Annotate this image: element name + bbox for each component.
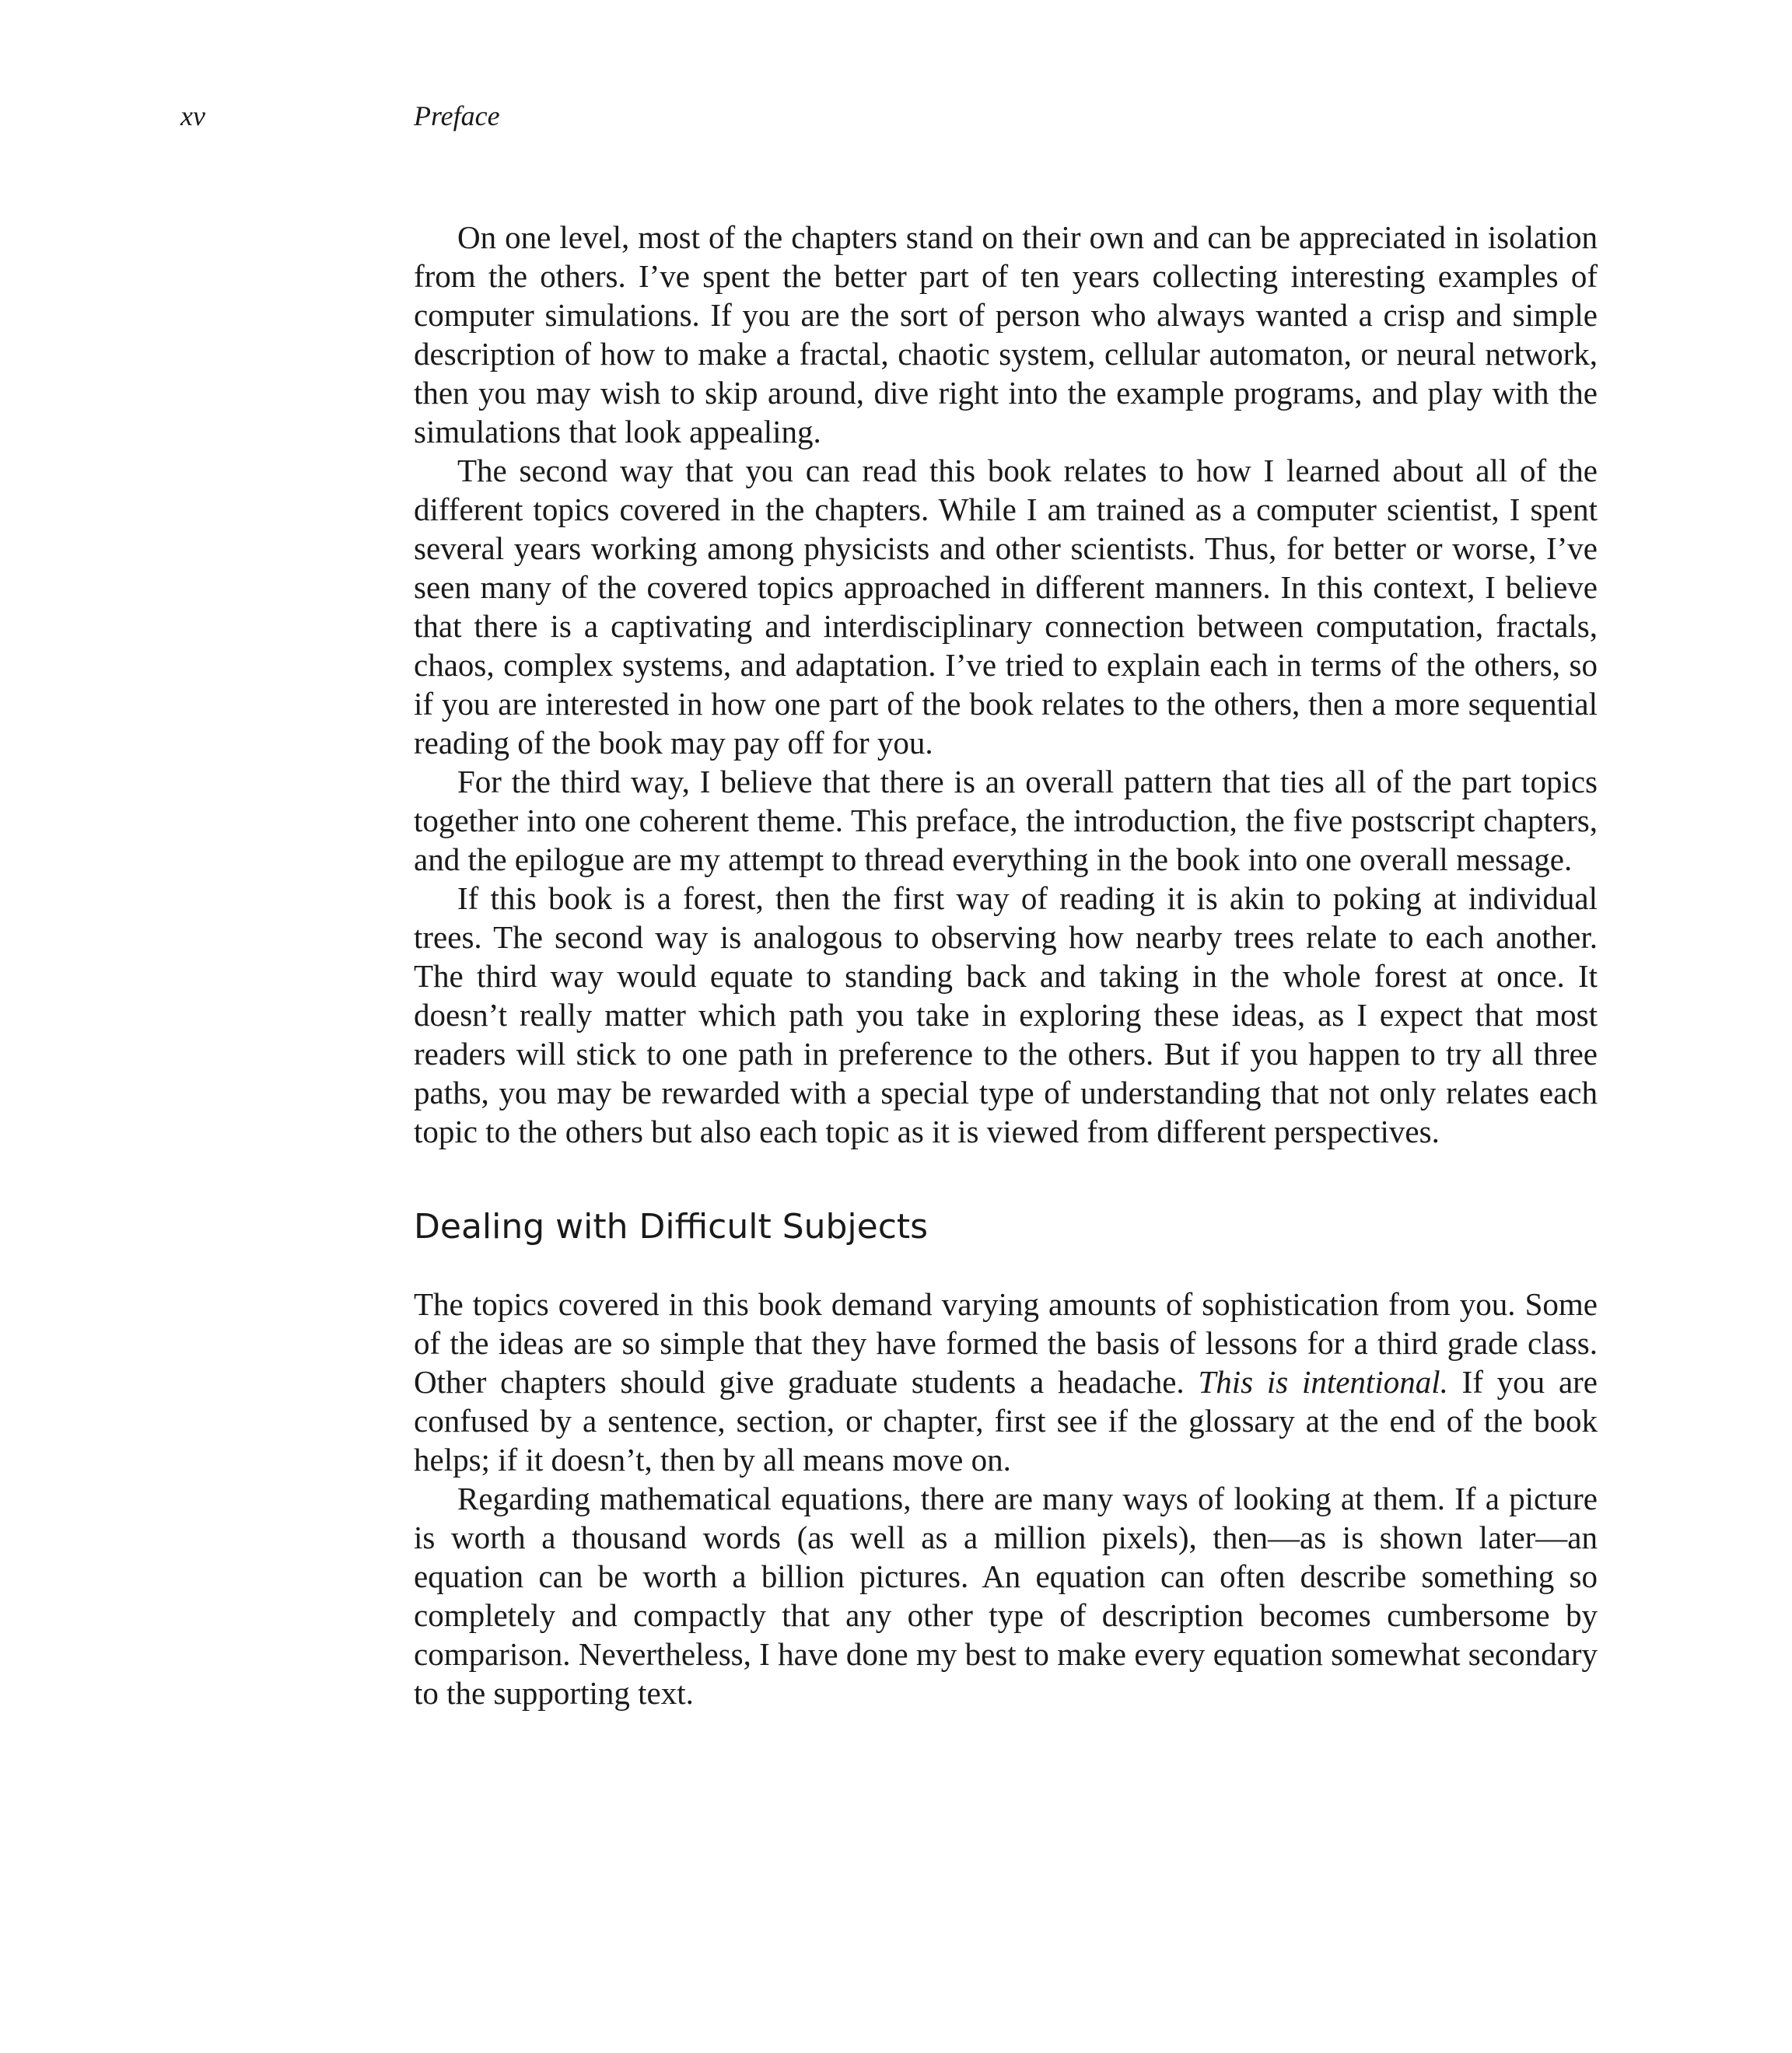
body-paragraph-1: On one level, most of the chapters stand on their own and can be appreciated in isolation from the others. I’ve spent the better part of ten years collecting interesting examples of computer simulations. If you are the sort of person who always wanted a crisp and simple description of how to make a fractal, chaotic system, cellular automaton, or neural network, then you may wish to skip around, dive right into the example programs, and play with the simulations that look appealing.: [414, 219, 1598, 449]
section-paragraph-2: Regarding mathematical equations, there are many ways of looking at them. If a picture is worth a thousand words (as well as a million pixels), then—as is shown later—an equation can be worth a billion pictures. An equation can often describe something so completely and compactly that any other type of description becomes cumbersome by comparison. Nevertheless, I have done my best to make every equation somewhat secondary to the supporting text.: [414, 1481, 1598, 1711]
page-number: xv: [180, 100, 205, 131]
body-paragraph-2: The second way that you can read this book relates to how I learned about all of the different topics covered in the chapters. While I am trained as a computer scientist, I spent several years working among physicists and other scientists. Thus, for better or worse, I’ve seen many of the covered topics approached in different manners. In this context, I believe that there is a captivating and interdisciplinary connection between computation, fractals, chaos, complex systems, and adaptation. I’ve tried to explain each in terms of the others, so if you are interested in how one part of the book relates to the others, then a more sequential reading of the book may pay off for you.: [414, 453, 1598, 761]
section-spacer-top: [414, 1151, 1598, 1204]
running-title: Preface: [414, 100, 500, 131]
emphasis-text: This is intentional.: [1198, 1364, 1448, 1400]
running-head: [180, 100, 1643, 146]
text-block: [414, 218, 1598, 1712]
section-paragraph-1-text-a: The topics covered in this book demand varying amounts of sophistication from you. Some of the ideas are so simple that they have formed the basis of lessons for a third grade class. Other chapters should give graduate students a headache.: [414, 1286, 1598, 1400]
section-spacer-bottom: [414, 1250, 1598, 1285]
section-paragraph-1: [414, 1285, 1598, 1479]
section-paragraph-1-text-b: If you are confused by a sentence, section, or chapter, first see if the glossary at the end of the book helps; if it doesn’t, then by all means move on.: [414, 1364, 1598, 1478]
section-heading: Dealing with Difficult Subjects: [414, 1207, 929, 1247]
body-paragraph-3: For the third way, I believe that there is an overall pattern that ties all of the part topics together into one coherent theme. This preface, the introduction, the five postscript chapters, and the epilogue are my attempt to thread everything in the book into one overall message.: [414, 764, 1598, 877]
body-paragraph-4: If this book is a forest, then the first way of reading it is akin to poking at individual trees. The second way is analogous to observing how nearby trees relate to each another. The third way would equate to standing back and taking in the whole forest at once. It doesn’t really matter which path you take in exploring these ideas, as I expect that most readers will stick to one path in preference to the others. But if you happen to try all three paths, you may be rewarded with a special type of understanding that not only relates each topic to the others but also each topic as it is viewed from different perspectives.: [414, 880, 1598, 1149]
